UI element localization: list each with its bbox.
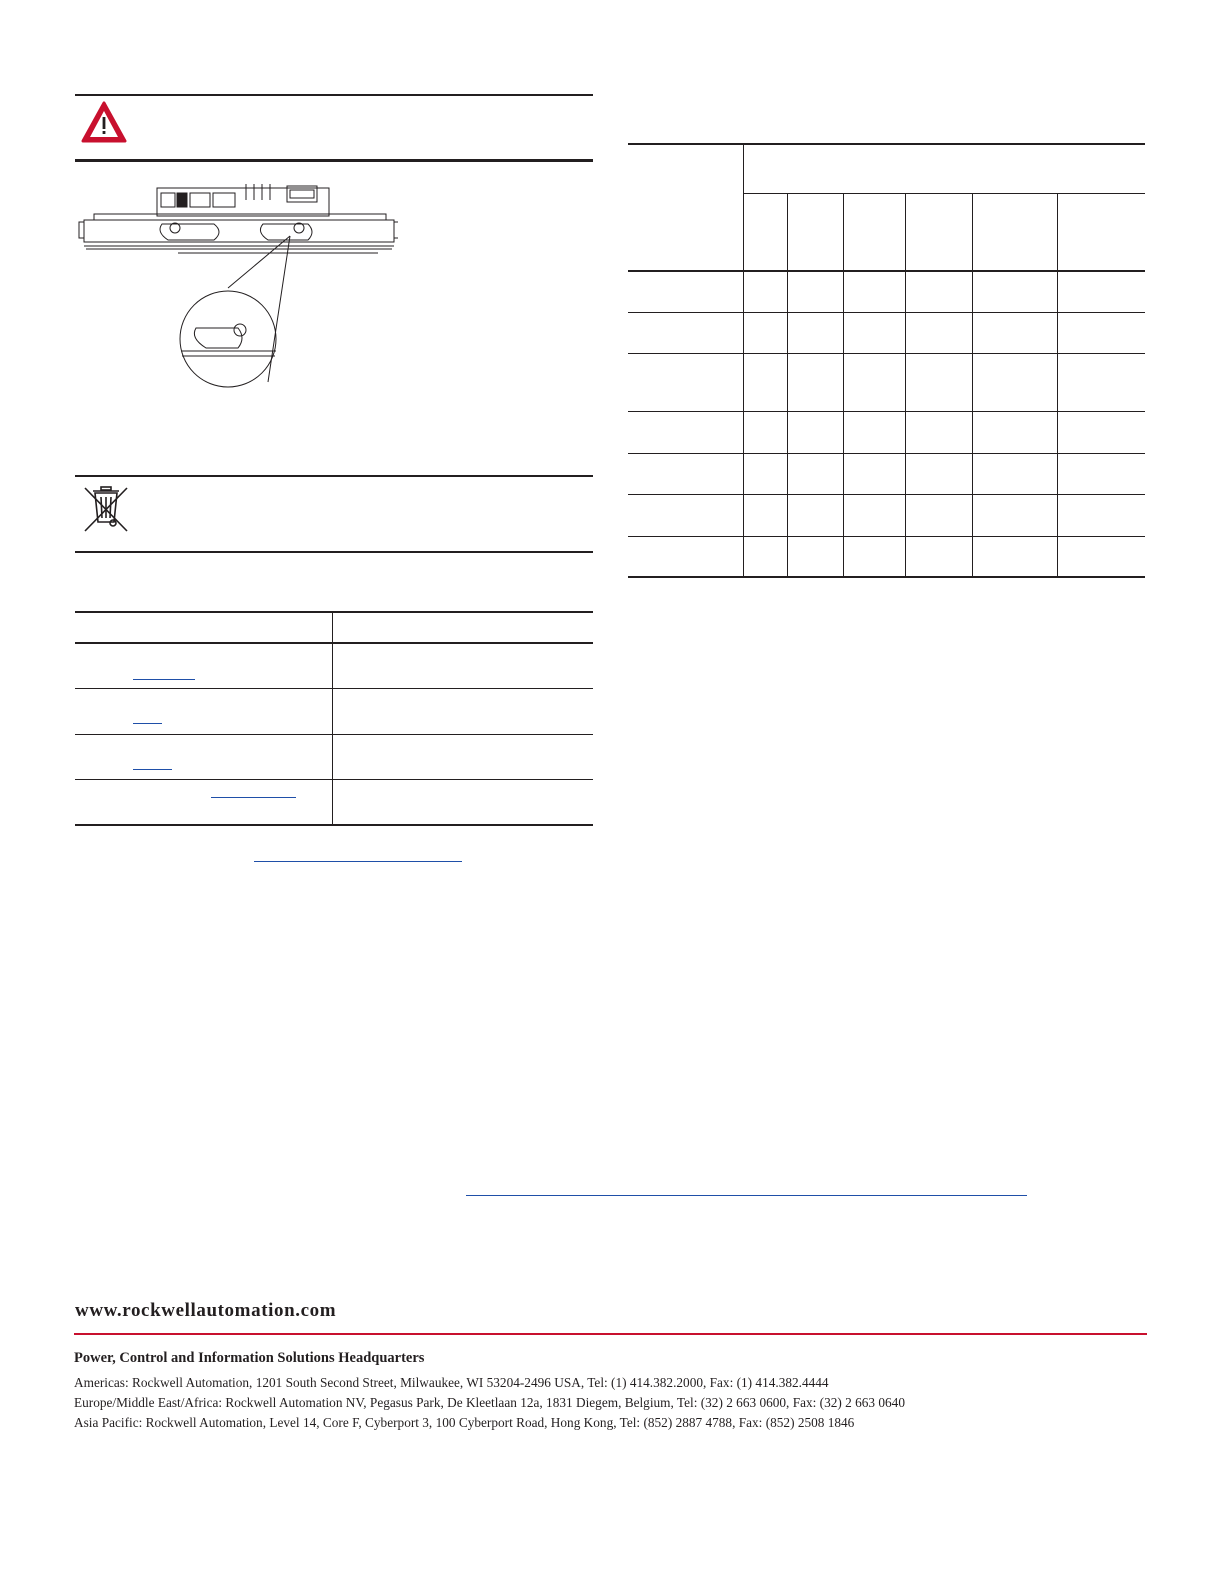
address-asia-pacific: Asia Pacific: Rockwell Automation, Level 14, Core F, Cyberport 3, 100 Cyberport Road, Hong Kong, Tel: (852) 2887 4788, Fax: (852) 2508 1846 [74, 1415, 855, 1430]
table-column-divider [905, 193, 906, 577]
table-column-divider [787, 193, 788, 577]
literature-link[interactable] [254, 861, 462, 862]
table-column-divider [1057, 193, 1058, 577]
table-row-rule [75, 688, 593, 689]
crossed-out-bin-icon [83, 484, 129, 534]
table-row-rule [628, 353, 1145, 354]
table-top-rule [628, 143, 1145, 145]
table-bottom-rule [628, 576, 1145, 578]
table-row-rule [628, 536, 1145, 537]
headquarters-title: Power, Control and Information Solutions Headquarters [74, 1350, 425, 1366]
table-row-rule [628, 494, 1145, 495]
table-column-divider [843, 193, 844, 577]
footer-accent-rule [74, 1333, 1147, 1335]
warning-top-rule [75, 94, 593, 96]
table-header-rule [628, 270, 1145, 272]
table-column-divider [743, 144, 744, 577]
website-url[interactable]: www.rockwellautomation.com [75, 1300, 337, 1321]
resource-link[interactable] [211, 797, 296, 798]
table-subheader-rule [744, 193, 1145, 194]
resource-link[interactable] [133, 723, 162, 724]
table-row-rule [75, 734, 593, 735]
resource-link[interactable] [133, 769, 172, 770]
address-americas: Americas: Rockwell Automation, 1201 South Second Street, Milwaukee, WI 53204-2496 USA, Tel: (1) 414.382.2000, Fax: (1) 414.382.4444 [74, 1375, 829, 1390]
table-row-rule [628, 312, 1145, 313]
table-column-divider [332, 612, 333, 825]
table-row-rule [628, 411, 1145, 412]
table-top-rule [75, 611, 593, 613]
warning-triangle-icon [80, 100, 128, 144]
table-bottom-rule [75, 824, 593, 826]
warning-bottom-rule [75, 159, 593, 162]
table-row-rule [628, 453, 1145, 454]
table-column-divider [972, 193, 973, 577]
battery-location-figure [78, 176, 398, 390]
weee-bottom-rule [75, 551, 593, 553]
table-header-rule [75, 642, 593, 644]
address-emea: Europe/Middle East/Africa: Rockwell Automation NV, Pegasus Park, De Kleetlaan 12a, 1831 Diegem, Belgium, Tel: (32) 2 663 0600, Fax: (32) 2 663 0640 [74, 1395, 905, 1410]
weee-top-rule [75, 475, 593, 477]
resource-link[interactable] [133, 679, 195, 680]
publication-link[interactable] [466, 1195, 1027, 1196]
table-row-rule [75, 779, 593, 780]
